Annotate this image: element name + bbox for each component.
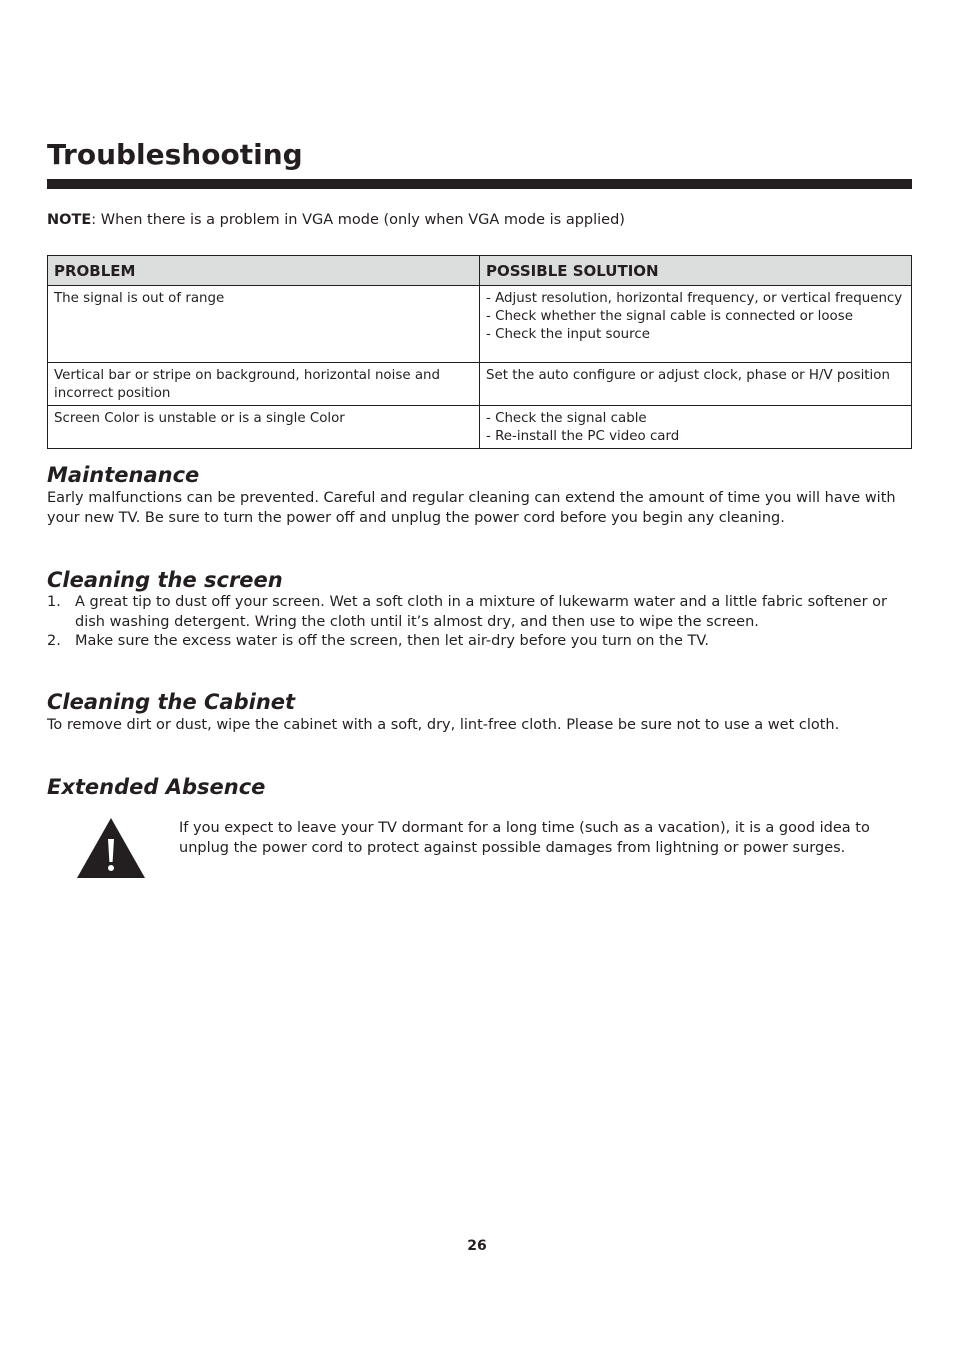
table-row (48, 406, 912, 449)
problem-cell: Vertical bar or stripe on background, horizontal noise and incorrect position (48, 363, 480, 406)
solution-line: - Adjust resolution, horizontal frequency, or vertical frequency (486, 291, 903, 306)
note-text: : When there is a problem in VGA mode (only when VGA mode is applied) (91, 212, 625, 228)
problem-cell: Screen Color is unstable or is a single Color (48, 406, 480, 449)
solution-line: - Check the input source (486, 327, 650, 342)
table-row (48, 363, 912, 406)
solution-cell (480, 286, 912, 363)
note-label: NOTE (47, 212, 92, 228)
solution-line: - Check whether the signal cable is connected or loose (486, 309, 853, 324)
table-header-row (48, 256, 912, 286)
step-number: 2. (47, 633, 61, 649)
maintenance-heading: Maintenance (47, 463, 200, 487)
table-row (48, 286, 912, 363)
header-solution: POSSIBLE SOLUTION (480, 256, 912, 286)
cleaning-cabinet-text: To remove dirt or dust, wipe the cabinet with a soft, dry, lint-free cloth. Please be sure not to use a wet cloth. (47, 717, 840, 733)
troubleshooting-table (47, 255, 912, 449)
step-text: Make sure the excess water is off the screen, then let air-dry before you turn on the TV. (75, 633, 710, 649)
solution-line: - Check the signal cable (486, 411, 647, 426)
header-problem: PROBLEM (48, 256, 480, 286)
solution-line: Set the auto configure or adjust clock, phase or H/V position (486, 368, 890, 383)
extended-absence-heading: Extended Absence (47, 775, 266, 799)
solution-cell (480, 363, 912, 406)
step-text: A great tip to dust off your screen. Wet a soft cloth in a mixture of lukewarm water and a little fabric softener or dish washing detergent. Wring the cloth until it’s almost dry, and then use to wipe the screen. (75, 594, 887, 630)
list-item (47, 632, 912, 652)
solution-cell (480, 406, 912, 449)
warning-icon (76, 817, 146, 879)
extended-absence-text: If you expect to leave your TV dormant for a long time (such as a vacation), it is a good idea to unplug the power cord to protect against possible damages from lightning or power surges. (179, 820, 870, 856)
cleaning-screen-heading: Cleaning the screen (47, 568, 283, 592)
maintenance-text: Early malfunctions can be prevented. Careful and regular cleaning can extend the amount of time you will have with your new TV. Be sure to turn the power off and unplug the power cord before you begin any cleaning. (47, 490, 896, 526)
page-number: 26 (467, 1238, 487, 1254)
note (47, 212, 625, 228)
cleaning-cabinet-heading: Cleaning the Cabinet (47, 690, 296, 714)
problem-cell: The signal is out of range (48, 286, 480, 363)
cleaning-screen-steps (47, 593, 912, 652)
solution-line: - Re-install the PC video card (486, 429, 680, 444)
step-number: 1. (47, 594, 61, 610)
title-rule (47, 179, 912, 189)
page-title: Troubleshooting (47, 138, 303, 171)
list-item (47, 593, 912, 632)
